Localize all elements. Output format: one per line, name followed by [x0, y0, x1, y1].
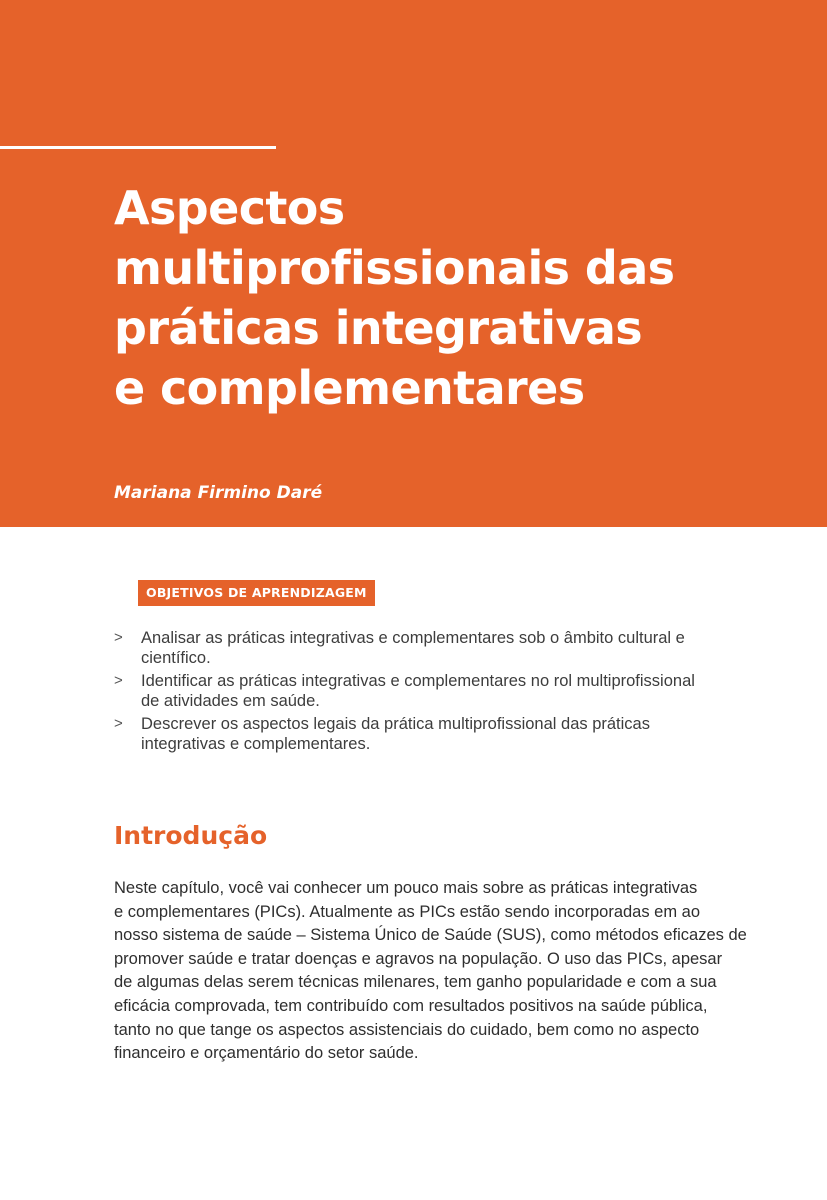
paragraph-line: de algumas delas serem técnicas milenares, tem ganho popularidade e com a sua [114, 973, 717, 992]
objective-item [114, 628, 696, 668]
chevron-right-icon: > [114, 629, 123, 646]
paragraph-line: financeiro e orçamentário do setor saúde. [114, 1044, 419, 1063]
header-rule-divider [0, 146, 276, 149]
paragraph-line: nosso sistema de saúde – Sistema Único de Saúde (SUS), como métodos eficazes de [114, 926, 747, 945]
chevron-right-icon: > [114, 715, 123, 732]
chapter-author: Mariana Firmino Daré [114, 483, 323, 503]
chapter-title [114, 178, 804, 418]
paragraph-line: eficácia comprovada, tem contribuído com resultados positivos na saúde pública, [114, 996, 708, 1015]
chapter-title-line: multiprofissionais das [114, 241, 675, 295]
chapter-title-line: Aspectos [114, 181, 345, 235]
chapter-title-line: e complementares [114, 361, 585, 415]
objective-item [114, 671, 696, 711]
objective-text: Identificar as práticas integrativas e complementares no rol multiprofissional de atividades em saúde. [141, 672, 695, 710]
introduction-paragraph [114, 877, 747, 1066]
objective-text: Analisar as práticas integrativas e complementares sob o âmbito cultural e científico. [141, 629, 685, 667]
objective-text: Descrever os aspectos legais da prática multiprofissional das práticas integrativas e complementares. [141, 715, 650, 753]
paragraph-line: Neste capítulo, você vai conhecer um pouco mais sobre as práticas integrativas [114, 879, 698, 897]
chapter-title-line: práticas integrativas [114, 301, 643, 355]
paragraph-line: e complementares (PICs). Atualmente as PICs estão sendo incorporadas em ao [114, 902, 701, 921]
chevron-right-icon: > [114, 672, 123, 689]
section-heading-introduction: Introdução [114, 821, 268, 850]
paragraph-line: tanto no que tange os aspectos assistenciais do cuidado, bem como no aspecto [114, 1020, 700, 1039]
paragraph-line: promover saúde e tratar doenças e agravos na população. O uso das PICs, apesar [114, 949, 723, 968]
objectives-list [114, 628, 696, 757]
objectives-label: OBJETIVOS DE APRENDIZAGEM [138, 580, 375, 606]
objective-item [114, 714, 696, 754]
chapter-header-band [0, 0, 827, 527]
